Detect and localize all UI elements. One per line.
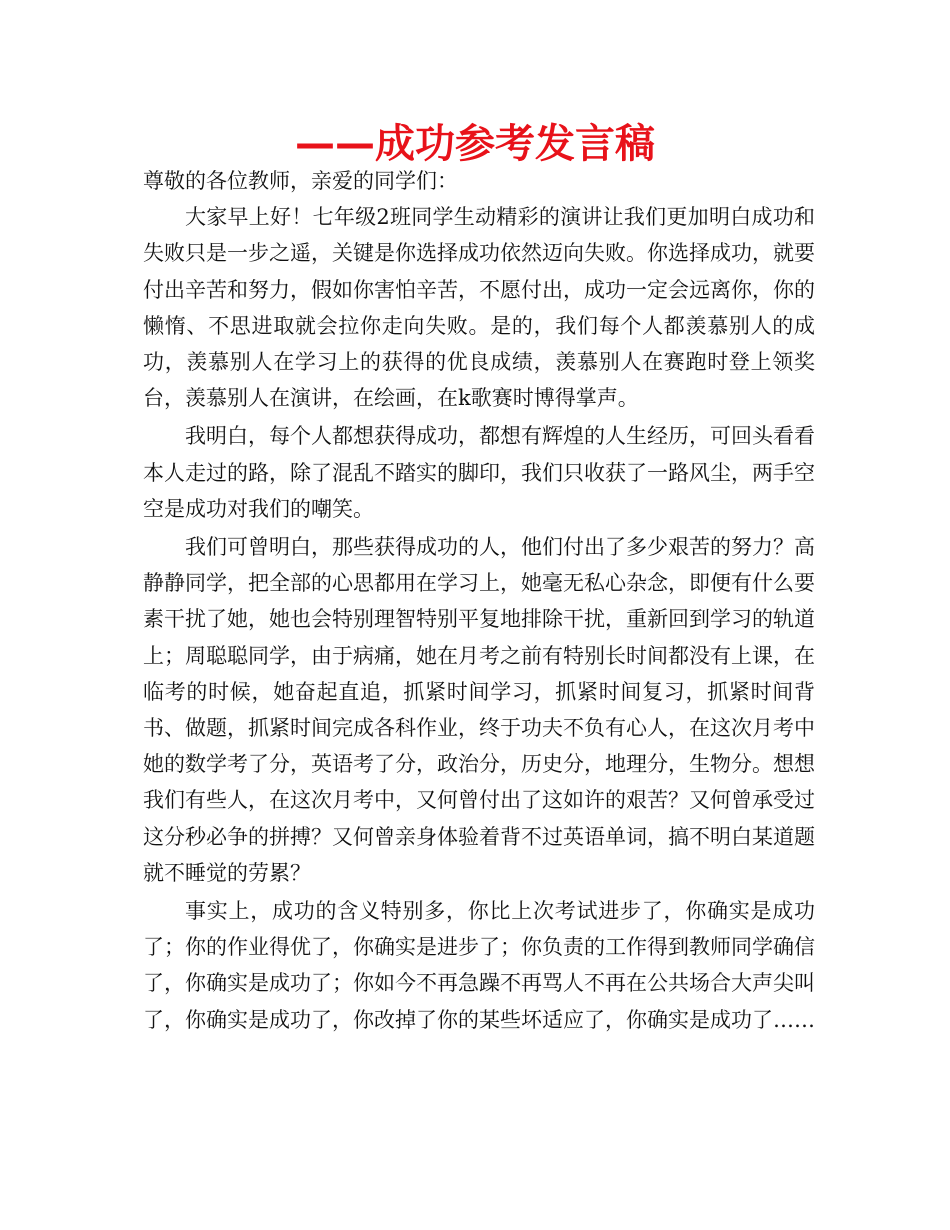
page-title: ——成功参考发言稿 [295, 121, 655, 167]
paragraph-2: 我明白，每个人都想获得成功，都想有辉煌的人生经历，可回头看看本人走过的路，除了混乱不踏实的脚印，我们只收获了一路风尘，两手空空是成功对我们的嘲笑。 [143, 424, 815, 521]
document-body [143, 163, 815, 1038]
paragraph-3: 我们可曾明白，那些获得成功的人，他们付出了多少艰苦的努力？高静静同学，把全部的心思都用在学习上，她毫无私心杂念，即便有什么要素干扰了她，她也会特别理智特别平复地排除干扰，重新回到学习的轨道上；周聪聪同学，由于病痛，她在月考之前有特别长时间都没有上课，在临考的时候，她奋起直追，抓紧时间学习，抓紧时间复习，抓紧时间背书、做题，抓紧时间完成各科作业，终于功夫不负有心人，在这次月考中她的数学考了分，英语考了分，政治分，历史分，地理分，生物分。想想我们有些人，在这次月考中，又何曾付出了这如许的艰苦？又何曾承受过这分秒必争的拼搏？又何曾亲身体验着背不过英语单词，搞不明白某道题就不睡觉的劳累？ [143, 535, 815, 885]
paragraph-4: 事实上，成功的含义特别多，你比上次考试进步了，你确实是成功了；你的作业得优了，你确实是进步了；你负责的工作得到教师同学确信了，你确实是成功了；你如今不再急躁不再骂人不再在公共场合大声尖叫了，你确实是成功了，你改掉了你的某些坏适应了，你确实是成功了…… [143, 899, 815, 1032]
paragraph-1: 大家早上好！七年级2班同学生动精彩的演讲让我们更加明白成功和失败只是一步之遥，关键是你选择成功依然迈向失败。你选择成功，就要付出辛苦和努力，假如你害怕辛苦，不愿付出，成功一定会远离你，你的懒惰、不思进取就会拉你走向失败。是的，我们每个人都羡慕别人的成功，羡慕别人在学习上的获得的优良成绩，羡慕别人在赛跑时登上领奖台，羡慕别人在演讲，在绘画，在k歌赛时博得掌声。 [143, 205, 815, 411]
salutation: 尊敬的各位教师，亲爱的同学们： [143, 169, 458, 193]
